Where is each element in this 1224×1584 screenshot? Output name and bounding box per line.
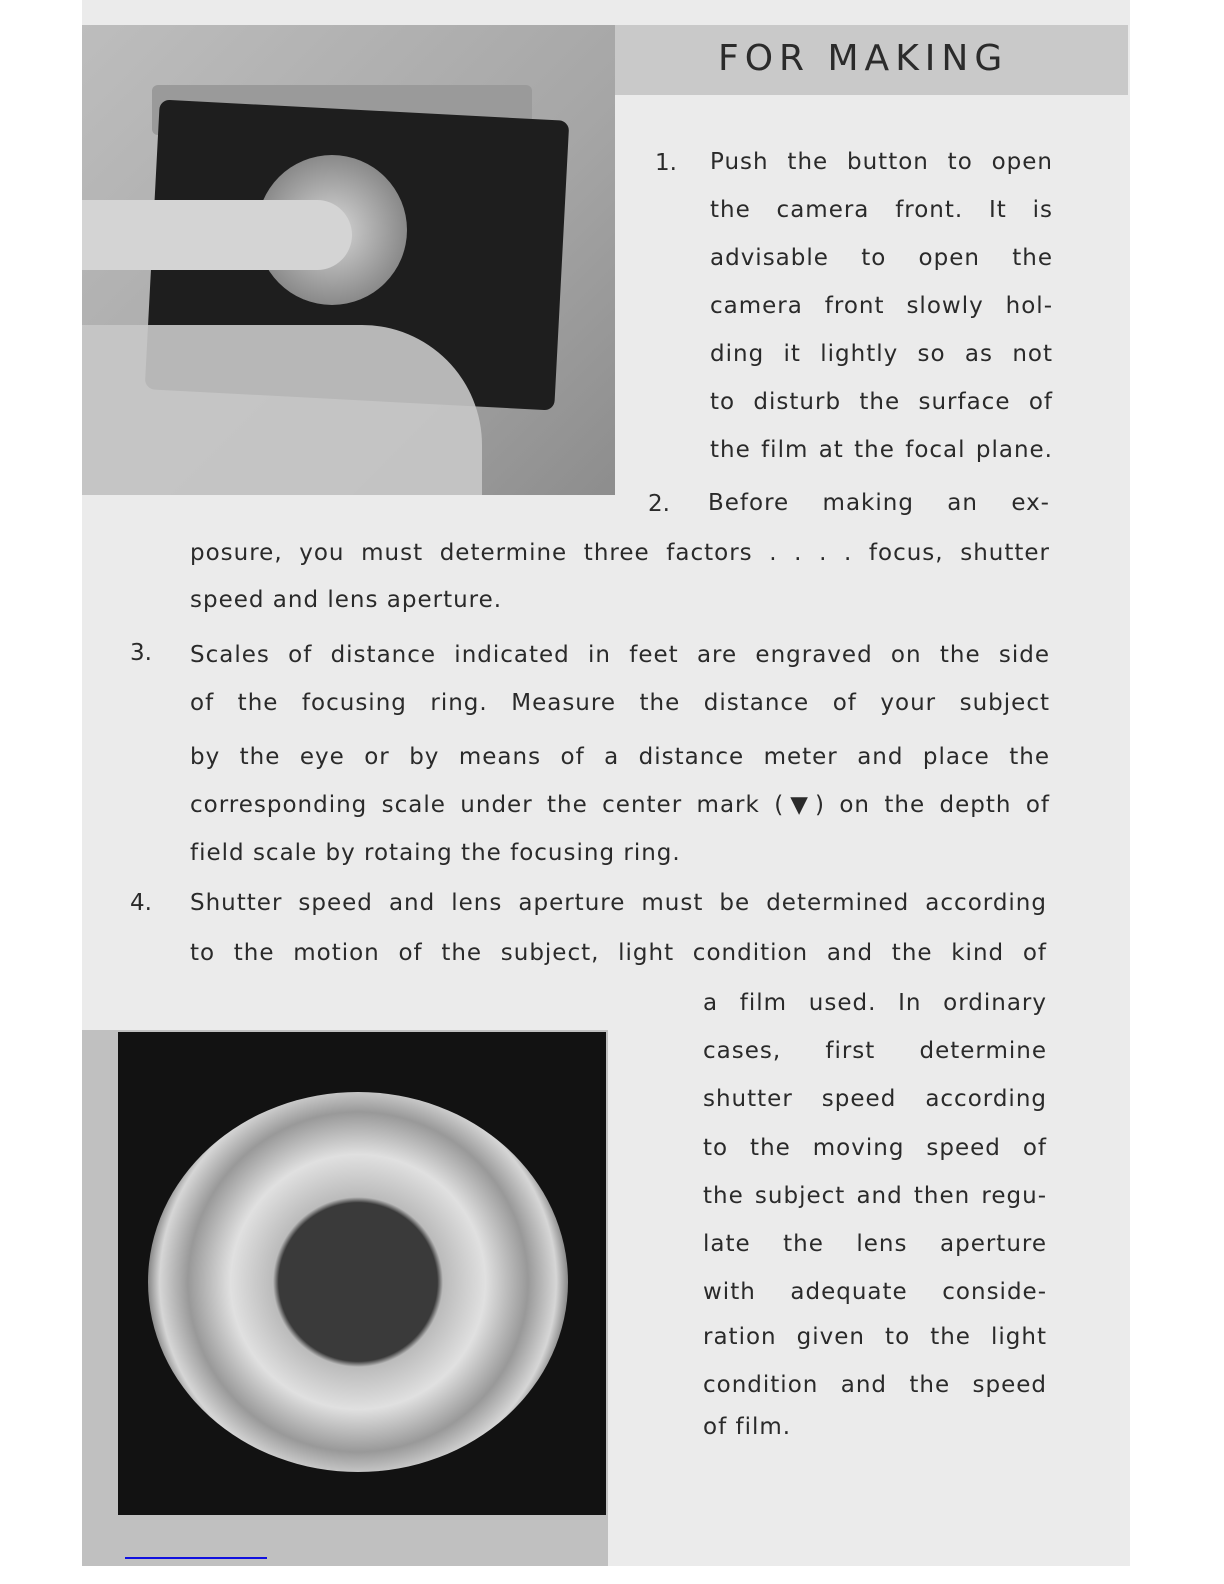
- text-line: speed and lens aperture.: [190, 587, 503, 613]
- lens-shutter-ring: [148, 1092, 568, 1472]
- text-line: Push the button to open: [710, 149, 1053, 175]
- text-line: to the motion of the subject, light condition and the kind of: [190, 940, 1047, 966]
- text-line: the film at the focal plane.: [710, 437, 1053, 463]
- photo-opening-camera: [82, 25, 615, 495]
- item-number: 2.: [648, 491, 670, 517]
- text-line: advisable to open the: [710, 245, 1053, 271]
- text-line: with adequate conside-: [703, 1279, 1047, 1305]
- item-number: 1.: [655, 150, 677, 176]
- text-line: by the eye or by means of a distance meter and place the: [190, 744, 1050, 770]
- text-line: to disturb the surface of: [710, 389, 1053, 415]
- text-line: Before making an ex-: [708, 490, 1050, 516]
- item-number: 3.: [130, 640, 152, 666]
- text-line: cases, first determine: [703, 1038, 1047, 1064]
- text-line: field scale by rotaing the focusing ring.: [190, 840, 681, 866]
- text-line: late the lens aperture: [703, 1231, 1047, 1257]
- text-line: of the focusing ring. Measure the distance of your subject: [190, 690, 1050, 716]
- link-underline[interactable]: [125, 1557, 267, 1559]
- item-number: 4.: [130, 890, 152, 916]
- page-title: FOR MAKING: [718, 38, 1009, 79]
- text-line: shutter speed according: [703, 1086, 1047, 1112]
- text-line: the subject and then regu-: [703, 1183, 1047, 1209]
- text-line: the camera front. It is: [710, 197, 1053, 223]
- text-line: of film.: [703, 1414, 792, 1440]
- text-line: corresponding scale under the center mark (▼) on the depth of: [190, 792, 1050, 818]
- finger: [82, 200, 352, 270]
- text-line: ding it lightly so as not: [710, 341, 1053, 367]
- text-line: ration given to the light: [703, 1324, 1047, 1350]
- photo-lens-closeup: [118, 1032, 606, 1515]
- hand: [82, 325, 482, 495]
- text-line: to the moving speed of: [703, 1135, 1047, 1161]
- text-line: Shutter speed and lens aperture must be determined according: [190, 890, 1047, 916]
- text-line: a film used. In ordinary: [703, 990, 1047, 1016]
- text-line: condition and the speed: [703, 1372, 1047, 1398]
- text-line: camera front slowly hol-: [710, 293, 1053, 319]
- text-line: posure, you must determine three factors . . . . focus, shutter: [190, 540, 1050, 566]
- text-line: Scales of distance indicated in feet are engraved on the side: [190, 642, 1050, 668]
